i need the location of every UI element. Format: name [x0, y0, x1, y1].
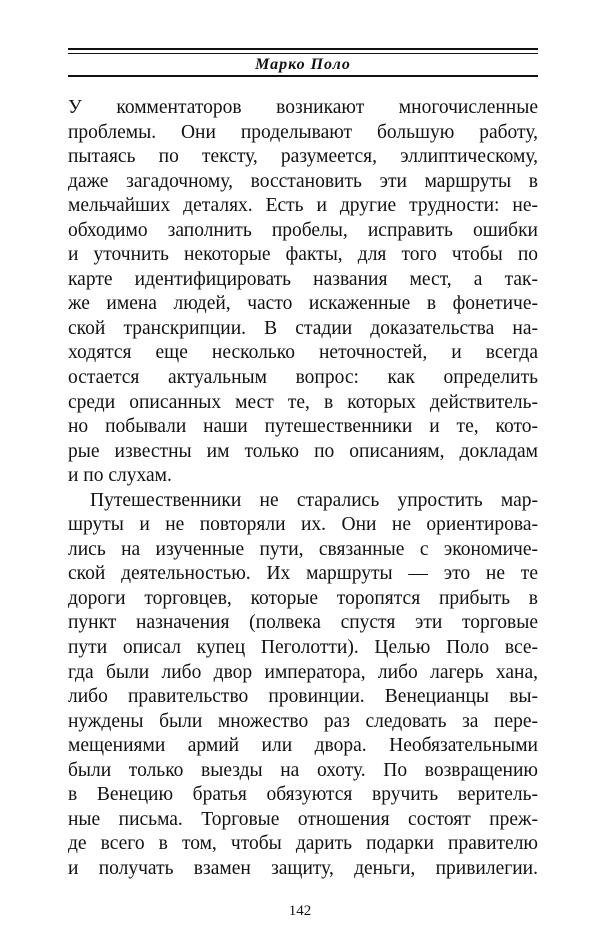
text-line: де всего в том, чтобы дарить подарки правителю — [68, 833, 538, 855]
text-line: среди описанных мест те, в которых действитель- — [68, 391, 538, 413]
body-text — [68, 96, 538, 882]
text-line: остается актуальным вопрос: как определить — [68, 367, 538, 389]
text-line: дороги торговцев, которые торопятся прибыть в — [68, 587, 538, 609]
text-line: и получать взамен защиту, деньги, привилегии. — [68, 857, 538, 879]
text-line: даже загадочному, восстановить эти маршруты в — [68, 170, 538, 192]
text-line: У комментаторов возникают многочисленные — [68, 97, 538, 118]
page-number: 142 — [288, 903, 312, 919]
text-line: мещениями армий или двора. Необязательными — [68, 735, 538, 757]
header-rule-bottom — [68, 75, 538, 77]
text-line: ные письма. Торговые отношения состоят преж- — [68, 808, 538, 830]
paragraph — [68, 96, 538, 489]
text-line: нуждены были множество раз следовать за пере- — [68, 710, 538, 732]
text-line: проблемы. Они проделывают большую работу, — [68, 121, 538, 143]
header-rule-top — [68, 48, 538, 50]
text-line: ходятся еще несколько неточностей, и всегда — [68, 342, 538, 364]
text-line: были только выезды на охоту. По возвращению — [68, 759, 538, 781]
text-line: же имена людей, часто искаженные в фонетиче- — [68, 293, 538, 315]
text-line: ской деятельностью. Их маршруты — это не те — [68, 563, 538, 585]
text-line: ской транскрипции. В стадии доказательства на- — [68, 317, 538, 339]
text-line: в Венецию братья обязуются вручить веритель- — [68, 784, 538, 806]
text-line: карте идентифицировать названия мест, а так- — [68, 268, 538, 290]
text-line: мельчайших деталях. Есть и другие трудности: не- — [68, 195, 538, 217]
running-title: Марко Поло — [255, 56, 351, 73]
text-line: Путешественники не старались упростить мар- — [90, 489, 538, 511]
text-line: пути описал купец Пеголотти). Целью Поло все- — [68, 637, 538, 659]
text-line: шруты и не повторяли их. Они не ориентирова- — [68, 514, 538, 536]
text-line: лись на изученные пути, связанные с экономиче- — [68, 538, 538, 560]
text-line: пытаясь по тексту, разумеется, эллиптическому, — [68, 146, 538, 168]
text-line: и уточнить некоторые факты, для того чтобы по — [68, 244, 538, 266]
text-line: обходимо заполнить пробелы, исправить ошибки — [68, 219, 538, 241]
text-line: гда были либо двор императора, либо лагерь хана, — [68, 661, 538, 683]
text-line: но побывали наши путешественники и те, кото- — [68, 416, 538, 438]
text-line: и по слухам. — [68, 465, 172, 487]
header-rule-double — [68, 53, 538, 54]
text-line: либо правительство провинции. Венецианцы вы- — [68, 686, 538, 708]
running-header — [68, 48, 538, 78]
text-line: рые известны им только по описаниям, докладам — [68, 440, 538, 462]
paragraph — [68, 489, 538, 882]
text-line: пункт назначения (полвека спустя эти торговые — [68, 612, 538, 634]
